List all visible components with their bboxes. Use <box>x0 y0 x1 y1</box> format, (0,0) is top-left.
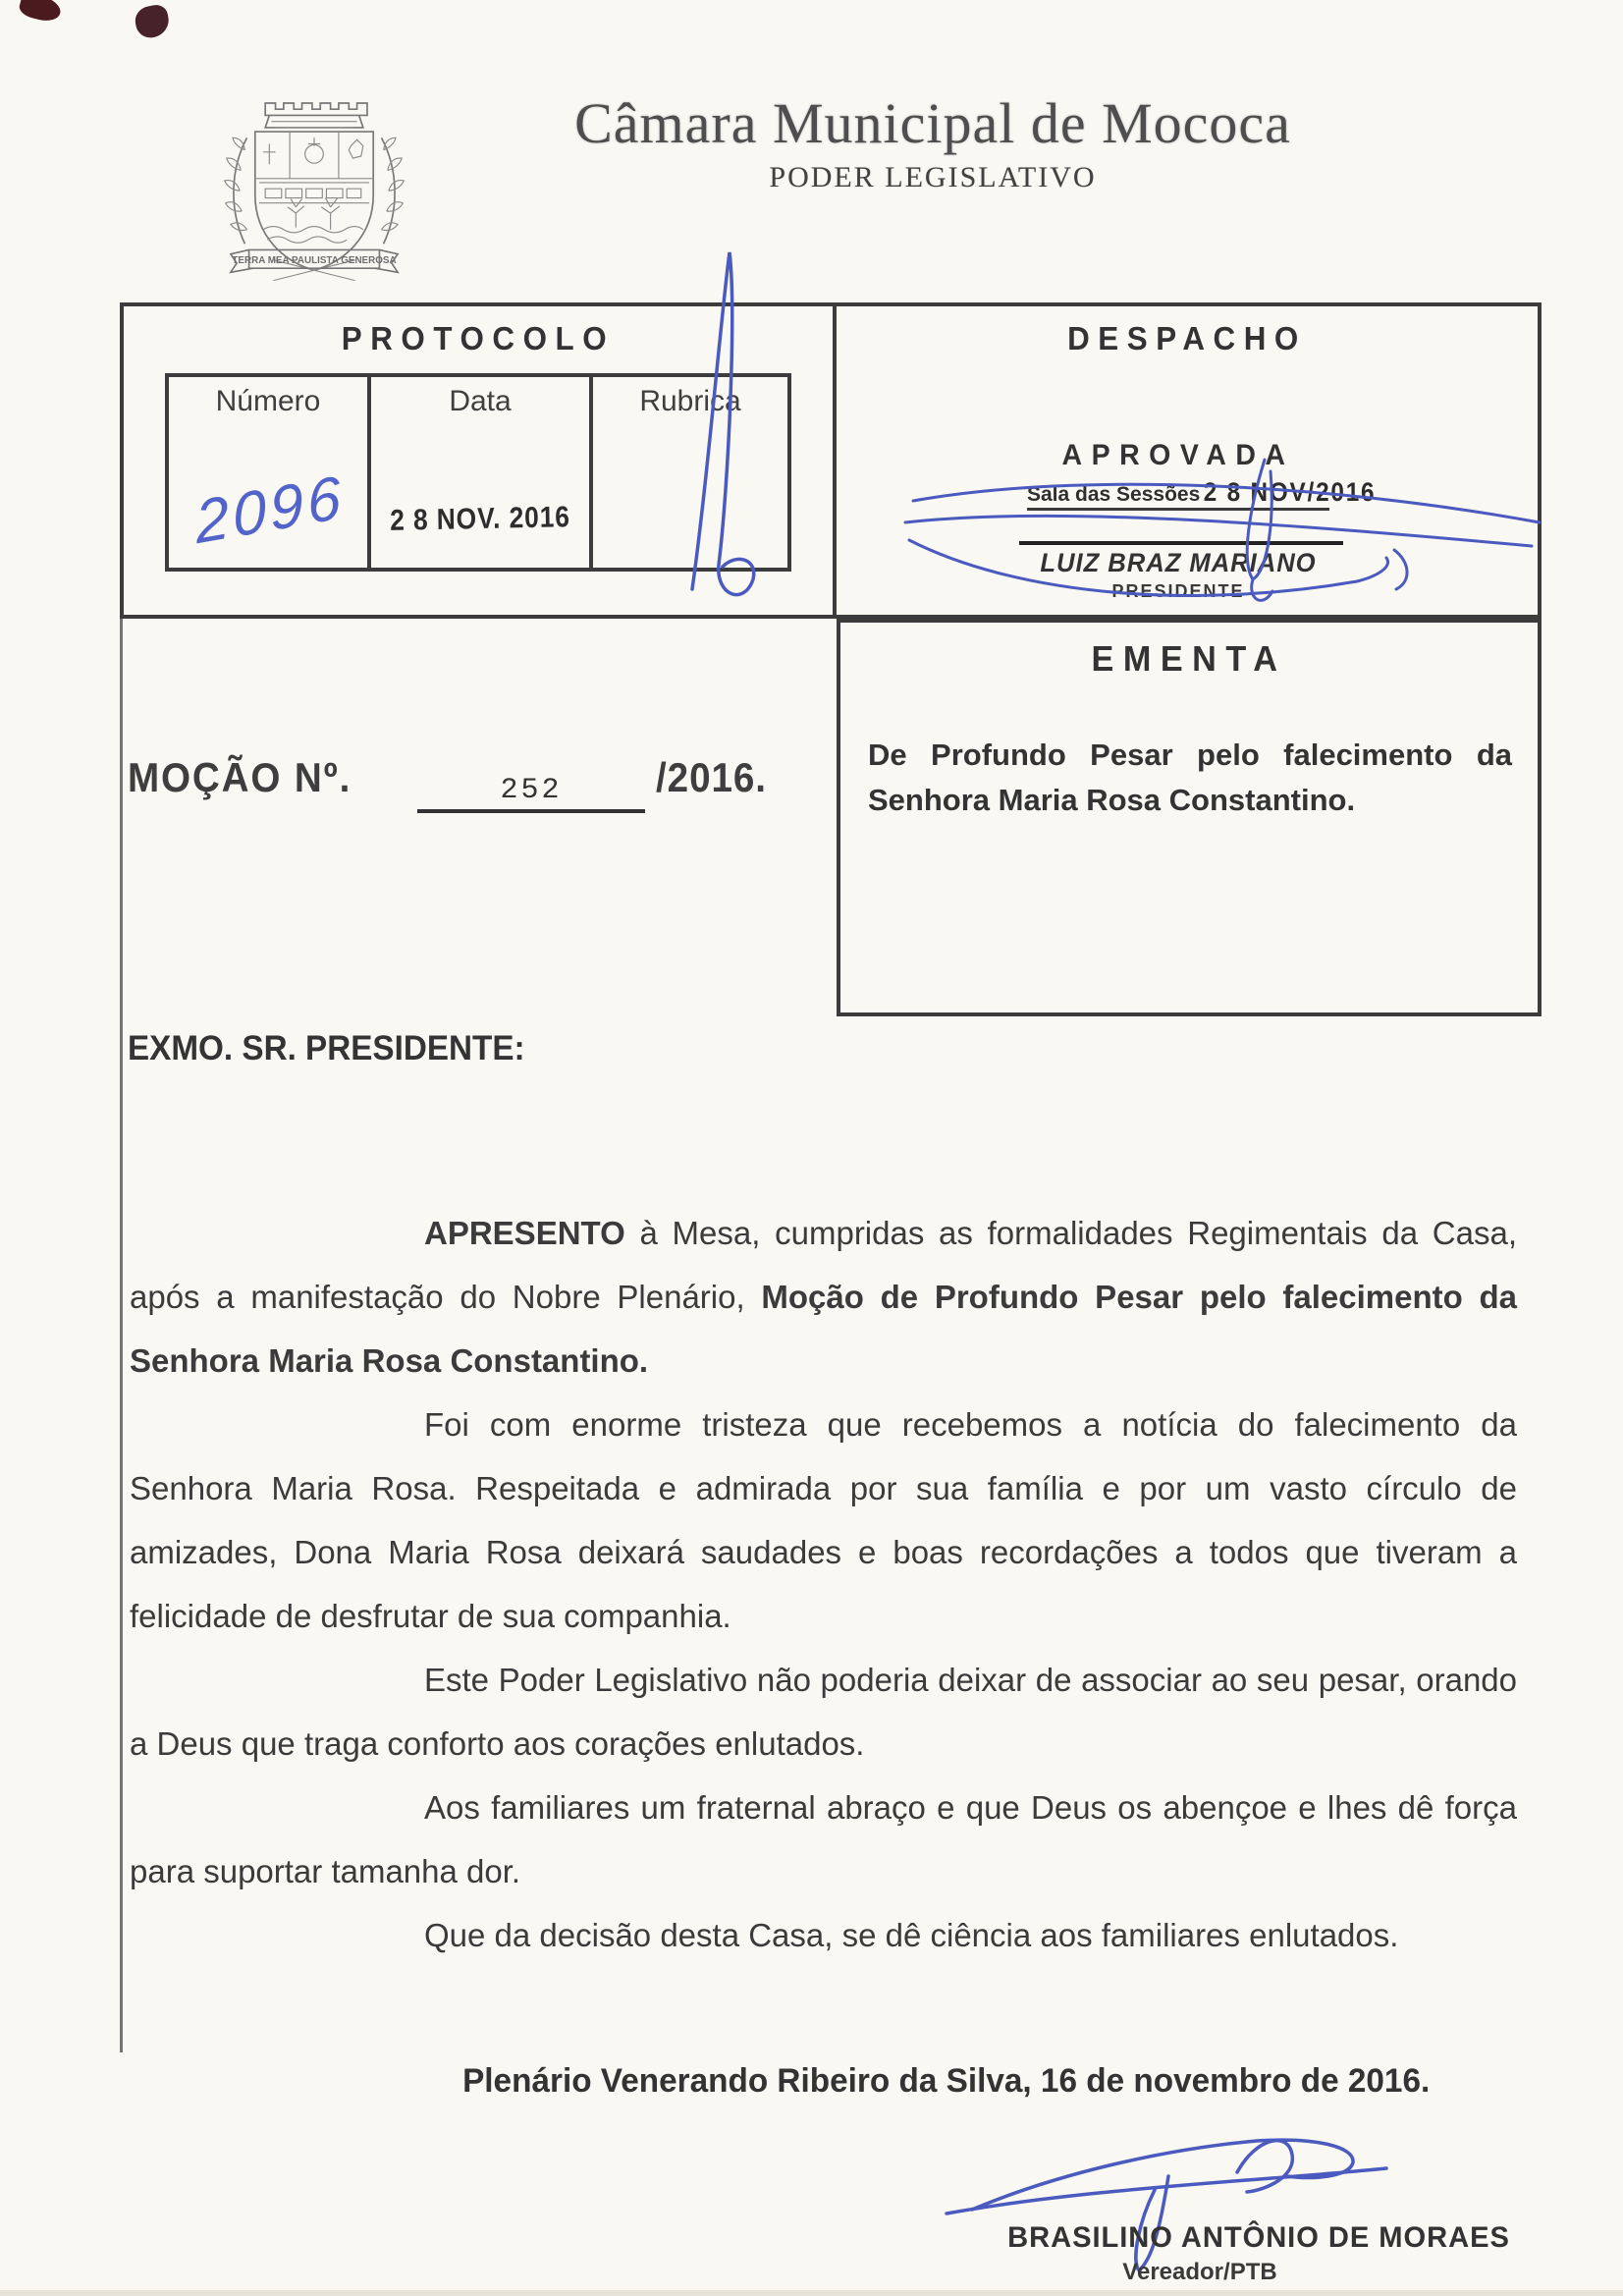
paragraph <box>130 1201 1517 1393</box>
ementa-box <box>837 619 1542 1016</box>
ementa-text: De Profundo Pesar pelo falecimento da Senhora Maria Rosa Constantino. <box>868 738 1512 817</box>
paragraph-run: Este Poder Legislativo não poderia deixar de associar ao seu pesar, orando a Deus que traga conforto aos corações enlutados. <box>130 1662 1517 1762</box>
salutation: EXMO. SR. PRESIDENTE: <box>128 1029 525 1067</box>
president-signature <box>903 432 1551 629</box>
rubric-signature <box>648 241 815 614</box>
handwritten-protocol-number: 2096 <box>192 463 348 558</box>
ementa-title: EMENTA <box>1091 638 1287 679</box>
paragraph-run: Que da decisão desta Casa, se dê ciência aos familiares enlutados. <box>424 1917 1399 1953</box>
sala-date-stamp: 2 8 NOV/2016 <box>1204 477 1377 507</box>
closing-signer-name: BRASILINO ANTÔNIO DE MORAES <box>1007 2221 1510 2254</box>
protocolo-title: PROTOCOLO <box>341 320 616 356</box>
paragraph-run: Foi com enorme tristeza que recebemos a notícia do falecimento da Senhora Maria Rosa. Respeitada e admirada por sua família e por um vasto círculo de amizades, Dona Maria Rosa deixará saudades e boas recordações a todos que tiveram a felicidade de desfrutar de sua companhia. <box>130 1406 1517 1634</box>
paragraph-bold-run: APRESENTO <box>424 1215 625 1251</box>
closing-date-line: Plenário Venerando Ribeiro da Silva, 16 de novembro de 2016. <box>462 2062 1431 2100</box>
paragraph <box>130 1776 1517 1903</box>
despacho-title: DESPACHO <box>1067 320 1307 356</box>
president-name: LUIZ BRAZ MARIANO <box>1040 548 1317 577</box>
paragraph <box>130 1393 1517 1648</box>
protocolo-col-numero <box>169 377 371 568</box>
crest-motto: TERRA MEA PAULISTA GENEROSA <box>232 254 397 266</box>
mocao-label: MOÇÃO Nº. <box>128 754 352 800</box>
paragraph <box>130 1903 1517 1967</box>
institution-title: Câmara Municipal de Mococa <box>574 91 1291 155</box>
protocolo-col-data <box>371 377 593 568</box>
protocolo-header-rubrica: Rubrica <box>639 385 741 417</box>
protocolo-header-data: Data <box>449 385 512 417</box>
paragraph-bold-run: Moção de Profundo Pesar pelo falecimento da Senhora Maria Rosa Constantino. <box>130 1279 1517 1379</box>
mocao-number: 252 <box>500 774 563 807</box>
paragraph-run: à Mesa, cumpridas as formalidades Regimentais da Casa, após a manifestação do Nobre Plenário, <box>130 1215 1517 1315</box>
closing-signer-role: Vereador/PTB <box>1122 2259 1277 2285</box>
body-text <box>130 1201 1517 1967</box>
coat-of-arms-icon <box>201 77 427 291</box>
sala-label: Sala das Sessões <box>1027 483 1201 506</box>
paragraph <box>130 1648 1517 1776</box>
scan-artifact-mark <box>133 3 172 40</box>
mocao-year-suffix: /2016. <box>656 754 767 800</box>
header <box>432 90 1434 194</box>
date-stamp: 2 8 NOV. 2016 <box>389 501 571 537</box>
institution-subtitle: PODER LEGISLATIVO <box>769 161 1097 193</box>
left-margin-rule <box>120 619 123 2052</box>
aprovada-stamp: APROVADA <box>1061 439 1295 471</box>
vereador-signature <box>943 2111 1404 2283</box>
scan-artifact-mark <box>18 0 64 25</box>
president-role: PRESIDENTE <box>1111 581 1245 601</box>
paragraph-run: Aos familiares um fraternal abraço e que Deus os abençoe e lhes dê força para suportar tamanha dor. <box>130 1789 1517 1889</box>
scan-edge-strip <box>0 2290 1623 2296</box>
mocao-underline <box>417 809 645 813</box>
protocolo-header-numero: Número <box>215 385 321 417</box>
coat-of-arms <box>201 77 427 291</box>
